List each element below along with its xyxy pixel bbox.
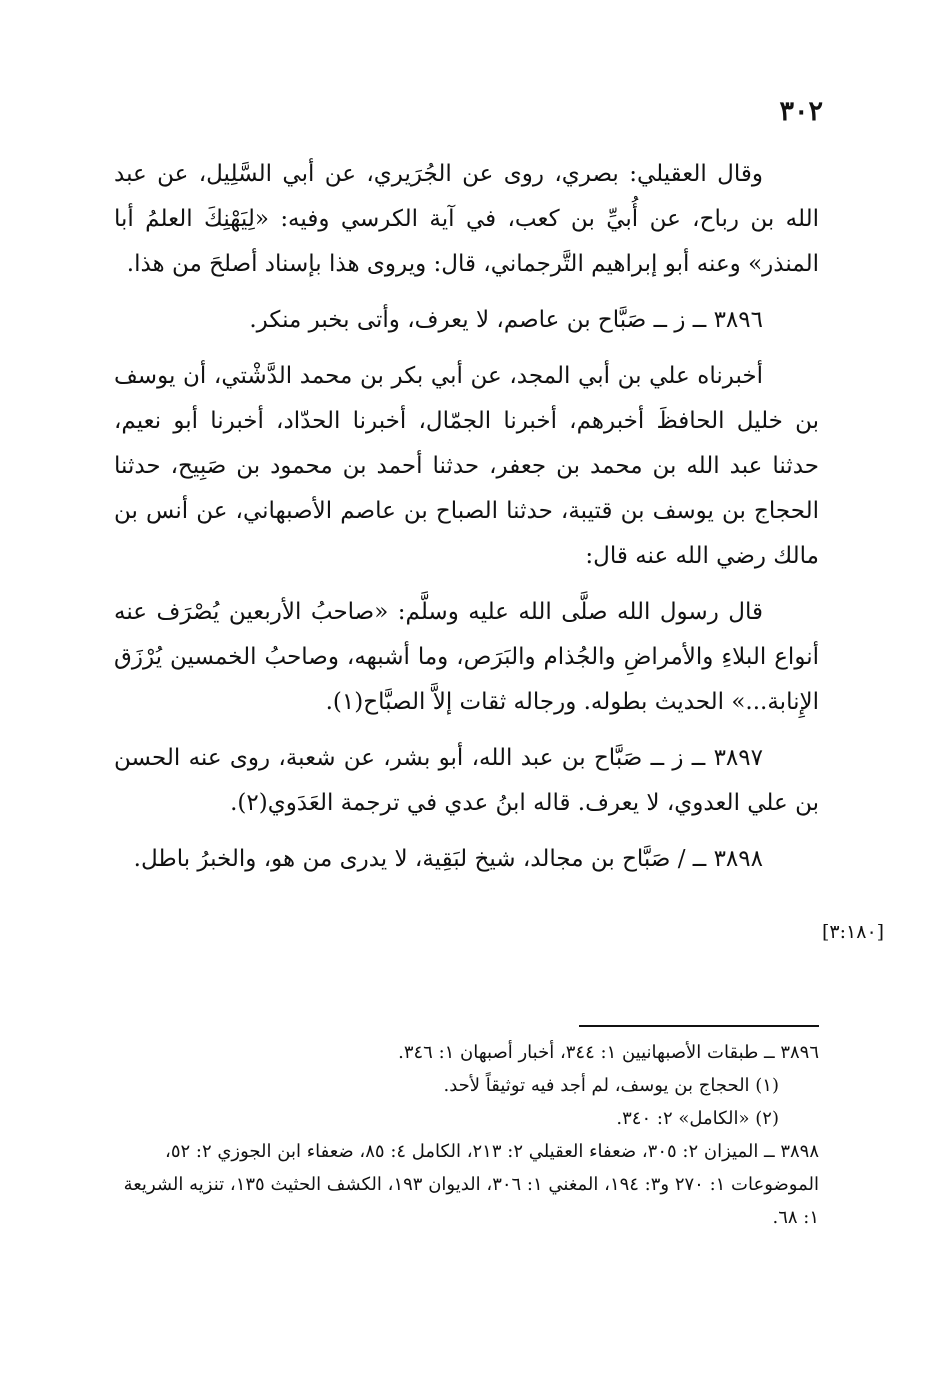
entry-3896: ٣٨٩٦ ــ ز ــ صَبَّاح بن عاصم، لا يعرف، وأتى بخبر منكر. <box>249 307 763 333</box>
footnote-divider <box>579 1025 819 1027</box>
paragraph-aqili-quote: وقال العقيلي: بصري، روى عن الجُرَيري، عن أبي السَّلِيل، عن عبد الله بن رباح، عن أُبيِّ بن كعب، في آية الكرسي وفيه: «لِيَهْنِكَ العلمُ أبا المنذر» وعنه أبو إبراهيم التَّرجماني، قال: ويروى هذا بإسناد أصلحَ من هذا. <box>114 161 819 277</box>
footnote-3896: ٣٨٩٦ ــ طبقات الأصبهانيين ١: ٣٤٤، أخبار أصبهان ١: ٣٤٦. <box>398 1042 819 1063</box>
margin-reference: [٣:١٨٠] <box>822 921 885 943</box>
entry-3897: ٣٨٩٧ ــ ز ــ صَبَّاح بن عبد الله، أبو بشر، عن شعبة، روى عنه الحسن بن علي العدوي، لا يعرف. قاله ابنُ عدي في ترجمة العَدَوي(٢). <box>114 745 819 816</box>
paragraph-isnad: أخبرناه علي بن أبي المجد، عن أبي بكر بن محمد الدَّشْتي، أن يوسف بن خليل الحافظَ أخبرهم، أخبرنا الجمّال، أخبرنا الحدّاد، أخبرنا أبو نعيم، حدثنا عبد الله بن محمد بن جعفر، حدثنا أحمد بن محمود بن صَبِيح، حدثنا الحجاج بن يوسف بن قتيبة، حدثنا الصباح بن عاصم الأصبهاني، عن أنس بن مالك رضي الله عنه قال: <box>114 363 819 569</box>
footnote-3898: ٣٨٩٨ ــ الميزان ٢: ٣٠٥، ضعفاء العقيلي ٢: ٢١٣، الكامل ٤: ٨٥، ضعفاء ابن الجوزي ٢: ٥٢، الموضوعات ١: ٢٧٠ و٣: ١٩٤، المغني ١: ٣٠٦، الديوان ١٩٣، الكشف الحثيث ١٣٥، تنزيه الشريعة ١: ٦٨. <box>123 1141 819 1228</box>
paragraph-hadith: قال رسول الله صلَّى الله عليه وسلَّم: «صاحبُ الأربعين يُصْرَف عنه أنواع البلاءِ والأمراضِ والجُذام والبَرَص، وما أشبهه، وصاحبُ الخمسين يُرْزَق الإِنابة...» الحديث بطوله. ورجاله ثقات إلاَّ الصبَّاح(١). <box>114 599 819 715</box>
entry-3898: ٣٨٩٨ ــ / صَبَّاح بن مجالد، شيخ لبَقِية، لا يدرى من هو، والخبرُ باطل. <box>133 846 763 872</box>
page-number: ٣٠٢ <box>779 96 823 127</box>
footnote-1: (١) الحجاج بن يوسف، لم أجد فيه توثيقاً لأحد. <box>443 1075 779 1096</box>
footnote-2: (٢) «الكامل» ٢: ٣٤٠. <box>616 1108 779 1129</box>
main-text <box>114 152 819 893</box>
footnotes <box>114 1036 819 1234</box>
